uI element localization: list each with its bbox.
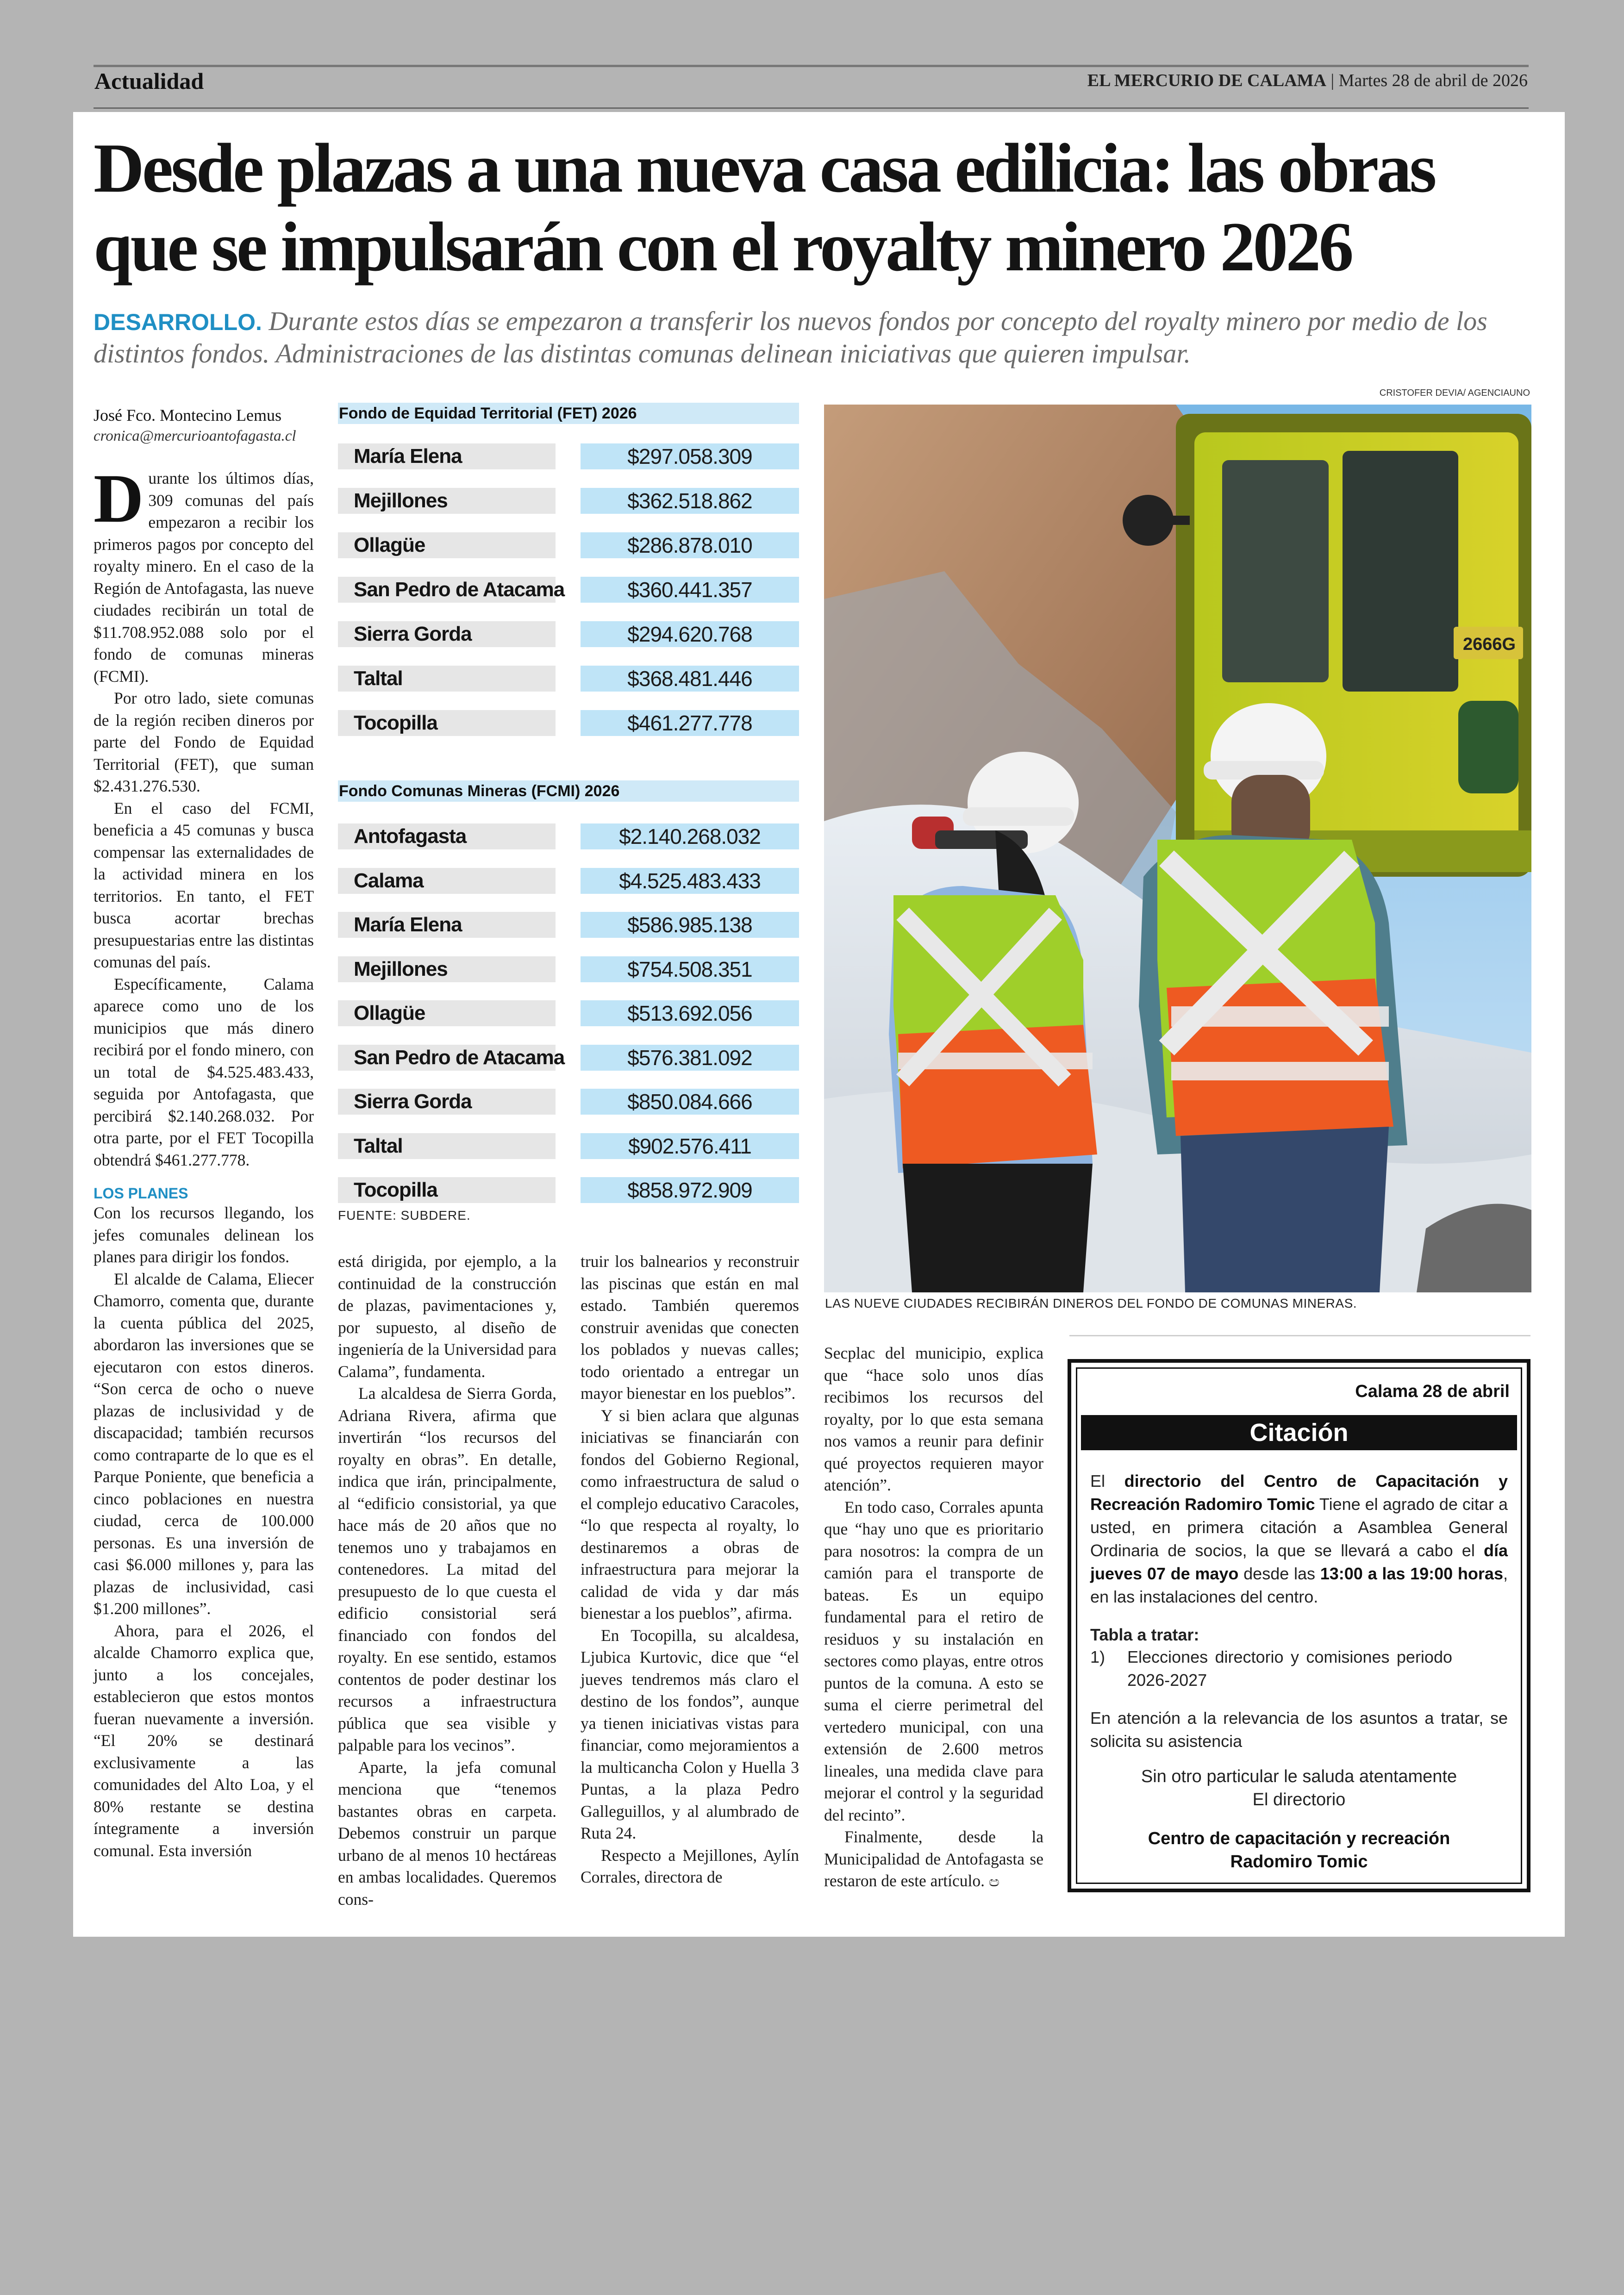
notice-agenda-title: Tabla a tratar: (1090, 1625, 1199, 1644)
fund-amount: $2.140.268.032 (581, 823, 799, 849)
notice-request: En atención a la relevancia de los asuntos a tratar, se solicita su asistencia (1090, 1709, 1508, 1751)
machine-label: 2666G (1463, 635, 1516, 654)
fund-amount: $294.620.768 (581, 621, 799, 647)
table-row (338, 577, 799, 603)
agenda-number: 1) (1090, 1647, 1106, 1666)
table-row (338, 710, 799, 736)
table-row (338, 1000, 799, 1026)
commune-name: Tocopilla (338, 710, 556, 736)
commune-name: Taltal (338, 666, 556, 692)
notice-body (1090, 1470, 1508, 1609)
deck (94, 306, 1538, 369)
table-row (338, 1177, 799, 1203)
issue-date: | Martes 28 de abril de 2026 (1330, 71, 1528, 90)
table-row (338, 1089, 799, 1115)
header-top-rule (94, 65, 1529, 67)
notice-text: Tiene el agrado de citar a usted, en primera citación a Asamblea General Ordinaria de socios, la que se llevará a cabo el (1090, 1495, 1508, 1560)
body-column-3 (581, 1251, 799, 1889)
commune-name: San Pedro de Atacama (338, 577, 556, 603)
notice-meeting-date: día jueves 07 de mayo (1090, 1541, 1508, 1583)
notice-title: Citación (1081, 1415, 1517, 1450)
header-bottom-rule (94, 107, 1529, 109)
deck-text: Durante estos días se empezaron a transferir los nuevos fondos por concepto del royalty minero por medio de los distintos fondos. Administraciones de las distintas comunas delinean iniciativas que quieren impulsar. (94, 306, 1487, 368)
table-row (338, 1045, 799, 1071)
fet-table-title: Fondo de Equidad Territorial (FET) 2026 (338, 403, 799, 424)
table-row (338, 868, 799, 894)
paragraph: En el caso del FCMI, beneficia a 45 comunas y busca compensar las externalidades de la actividad minera en los territorios. En tanto, el FET busca acortar brechas presupuestarias entre las distintas comunas del país. (94, 798, 314, 971)
notice-date: Calama 28 de abril (1355, 1382, 1510, 1401)
commune-name: Tocopilla (338, 1177, 556, 1203)
fcmi-table-title: Fondo Comunas Mineras (FCMI) 2026 (338, 780, 799, 802)
body-column-2 (338, 1251, 556, 1910)
fund-amount: $297.058.309 (581, 443, 799, 469)
table-row (338, 532, 799, 558)
table-row (338, 1133, 799, 1159)
body-column-4 (824, 1342, 1043, 1893)
table-row (338, 621, 799, 647)
fund-amount: $850.084.666 (581, 1089, 799, 1115)
deck-kicker: DESARROLLO. (94, 309, 262, 335)
fund-amount: $286.878.010 (581, 532, 799, 558)
author-name: José Fco. Montecino Lemus (94, 406, 281, 424)
fund-amount: $368.481.446 (581, 666, 799, 692)
paragraph: En todo caso, Corrales apunta que “hay uno que es prioritario para nosotros: la compra de un camión para el transporte de bateas. Es un equipo fundamental para el retiro de residuos y su instalación en sectores como playas, entre otros puntos de la comuna. A esto se suma el cierre perimetral del vertedero municipal, con una extensión de 2.600 metros lineales, una medida clave para mejorar el control y la seguridad del recinto”. (824, 1497, 1043, 1824)
fund-amount: $754.508.351 (581, 956, 799, 982)
paragraph: Secplac del municipio, explica que “hace solo unos días recibimos los recursos del royalty, por lo que esta semana nos vamos a reunir para definir qué proyectos requieren mayor atención”. (824, 1344, 1043, 1494)
table-row (338, 956, 799, 982)
notice-text: desde las (1238, 1564, 1320, 1583)
paragraph: Y si bien aclara que algunas iniciativas se financiarán con fondos del Gobierno Regional, como infraestructura de salud o el complejo educativo Caracoles, “lo que respecta al royalty, lo destinaremos a obras de infraestructura para mejorar la calidad de vida y dar más bienestar a los pueblos”, afirma. (581, 1406, 799, 1622)
fund-amount: $586.985.138 (581, 912, 799, 938)
fund-amount: $4.525.483.433 (581, 868, 799, 894)
paragraph: está dirigida, por ejemplo, a la continuidad de la construcción de plazas, pavimentaciones y, por supuesto, al diseño de ingeniería de la Universidad para Calama”, fundamenta. (338, 1252, 556, 1381)
commune-name: Ollagüe (338, 532, 556, 558)
paragraph: Por otro lado, siete comunas de la región reciben dineros por parte del Fondo de Equidad Territorial (FET), que suman $2.431.276.530. (94, 689, 314, 795)
commune-name: Antofagasta (338, 823, 556, 849)
subhead-los-planes: LOS PLANES (94, 1185, 188, 1202)
headline-line-1: Desde plazas a una nueva casa edilicia: las obras (94, 129, 1435, 207)
notice-signature (1090, 1827, 1508, 1873)
photo-workers-mining-machine (824, 405, 1531, 1292)
paragraph-text: urante los últimos días, 309 comunas del país empezaron a recibir los primeros pagos por concepto del royalty minero. En el caso de la Región de Antofagasta, las nueve ciudades recibirán un total de $11.708.952.088 solo por el fondo de comunas mineras (FCMI). (94, 469, 314, 686)
closing-signer: El directorio (1252, 1790, 1346, 1809)
notice-agenda-item (1090, 1646, 1508, 1692)
table-row (338, 666, 799, 692)
fund-amount: $360.441.357 (581, 577, 799, 603)
commune-name: Ollagüe (338, 1000, 556, 1026)
body-column-1 (94, 460, 314, 1862)
headline (94, 129, 1552, 286)
commune-name: Sierra Gorda (338, 1089, 556, 1115)
fund-amount: $902.576.411 (581, 1133, 799, 1159)
notice-closing (1090, 1765, 1508, 1811)
paragraph: Específicamente, Calama aparece como uno de los municipios que más dinero recibirá por el fondo minero, con un total de $4.525.483.433, seguida por Antofagasta, que percibirá $2.140.268.032. Por otra parte, por el FET Tocopilla obtendrá $461.277.778. (94, 974, 314, 1169)
paragraph (94, 460, 314, 687)
paragraph: Respecto a Mejillones, Aylín Corrales, directora de (581, 1846, 799, 1886)
fund-amount: $858.972.909 (581, 1177, 799, 1203)
paragraph: Con los recursos llegando, los jefes comunales delinean los planes para dirigir los fondos. (94, 1204, 314, 1266)
table-row (338, 443, 799, 469)
notice-organization: directorio del Centro de Capacitación y Recreación Radomiro Tomic (1090, 1472, 1508, 1514)
paper-name: EL MERCURIO DE CALAMA (1087, 71, 1326, 90)
drop-cap: D (94, 460, 144, 537)
agenda-text: Elecciones directorio y comisiones periodo 2026-2027 (1127, 1647, 1452, 1690)
paragraph-text: Finalmente, desde la Municipalidad de Antofagasta se restaron de este artículo. (824, 1827, 1043, 1890)
notice-text: , en las instalaciones del centro. (1090, 1564, 1508, 1606)
article-photo (824, 405, 1531, 1292)
commune-name: Calama (338, 868, 556, 894)
paragraph: Ahora, para el 2026, el alcalde Chamorro explica que, junto a los concejales, establecieron que estos montos fueran nuevamente a inversión. “El 20% se destinará exclusivamente a las comunidades del Alto Loa, y el 80% restante se destina íntegramente a inversión comunal. Esta inversión (94, 1621, 314, 1860)
table-source: FUENTE: SUBDERE. (338, 1208, 471, 1222)
commune-name: San Pedro de Atacama (338, 1045, 556, 1071)
author-email: cronica@mercurioantofagasta.cl (94, 428, 296, 444)
paragraph: La alcaldesa de Sierra Gorda, Adriana Rivera, afirma que invertirán “los recursos del royalty en obras”. En detalle, indica que irán, principalmente, al “edificio consistorial, ya que hace más de 20 años que no tenemos uno y trabajamos en contenedores. La mitad del presupuesto de lo que cuesta el edificio consistorial será financiado con fondos del royalty. En ese sentido, estamos contentos de poder destinar los recursos a infraestructura pública que sea visible y palpable para los vecinos”. (338, 1384, 556, 1754)
fund-amount: $513.692.056 (581, 1000, 799, 1026)
notice-meeting-time: 13:00 a las 19:00 horas (1320, 1564, 1503, 1583)
closing-line: Sin otro particular le saluda atentamente (1141, 1767, 1457, 1786)
signature-line-1: Centro de capacitación y recreación (1148, 1829, 1450, 1848)
fund-amount: $461.277.778 (581, 710, 799, 736)
end-mark: ඏ (988, 1874, 999, 1890)
fund-amount: $576.381.092 (581, 1045, 799, 1071)
paper-info (1065, 70, 1528, 91)
photo-caption: LAS NUEVE CIUDADES RECIBIRÁN DINEROS DEL FONDO DE COMUNAS MINERAS. (825, 1296, 1357, 1310)
caption-rule (1069, 1335, 1530, 1336)
paragraph: truir los balnearios y reconstruir las piscinas que están en mal estado. También queremos construir avenidas que conecten los poblados y nuevas calles; todo orientado a entregar un mayor bienestar en los pueblos”. (581, 1252, 799, 1403)
commune-name: Mejillones (338, 956, 556, 982)
commune-name: María Elena (338, 912, 556, 938)
notice-inner-border (1076, 1367, 1522, 1884)
table-row (338, 488, 799, 514)
commune-name: Sierra Gorda (338, 621, 556, 647)
commune-name: Mejillones (338, 488, 556, 514)
paragraph: En Tocopilla, su alcaldesa, Ljubica Kurtovic, dice que “el jueves tendremos más claro el destino de los fondos”, aunque ya tienen iniciativas vistas para financiar, como mejoramientos a la multicancha Colon y Huella 3 Puntas, a la plaza Pedro Galleguillos, y al alumbrado de Ruta 24. (581, 1626, 799, 1842)
section-name: Actualidad (94, 68, 204, 94)
commune-name: Taltal (338, 1133, 556, 1159)
paragraph: Aparte, la jefa comunal menciona que “tenemos bastantes obras en carpeta. Debemos construir un parque urbano de al menos 10 hectáreas en ambas localidades. Queremos cons- (338, 1758, 556, 1908)
citation-notice (1068, 1359, 1530, 1892)
table-row (338, 912, 799, 938)
commune-name: María Elena (338, 443, 556, 469)
headline-line-2: que se impulsarán con el royalty minero 2026 (94, 208, 1352, 286)
paragraph (824, 1826, 1043, 1893)
fund-amount: $362.518.862 (581, 488, 799, 514)
signature-line-2: Radomiro Tomic (1230, 1852, 1368, 1871)
notice-text: El (1090, 1472, 1124, 1491)
photo-credit: CRISTOFER DEVIA/ AGENCIAUNO (1379, 388, 1530, 398)
table-row (338, 823, 799, 849)
paragraph: El alcalde de Calama, Eliecer Chamorro, comenta que, durante la cuenta pública del 2025, abordaron las inversiones que se ejecutaron con estos dineros. “Son cerca de ocho o nueve plazas de inclusividad y de discapacidad; también recursos como contraparte de lo que es el Parque Poniente, que beneficia a cinco poblaciones en nuestra ciudad, cerca de 100.000 personas. Es una inversión de casi $6.000 millones y, para las plazas de inclusividad, casi $1.200 millones”. (94, 1269, 314, 1618)
